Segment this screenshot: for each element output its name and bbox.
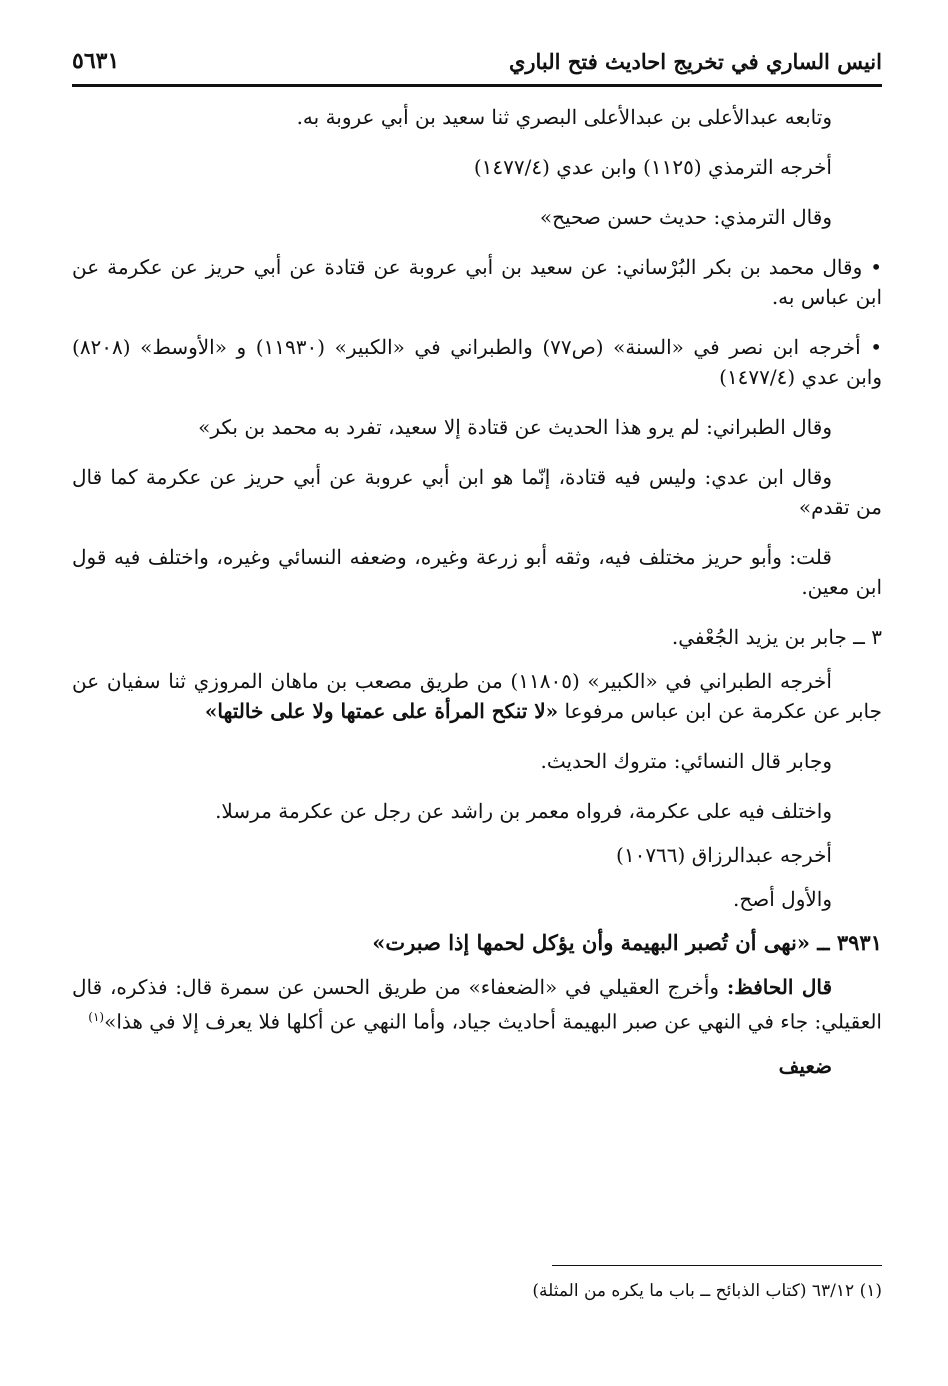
paragraph-7: وقال ابن عدي: وليس فيه قتادة، إنّما هو ابن أبي عروبة عن أبي حريز عن عكرمة كما قال من تقدم» [72,465,882,519]
paragraph-1: وتابعه عبدالأعلى بن عبدالأعلى البصري ثنا سعيد بن أبي عروبة به. [296,105,832,129]
paragraph-9: ٣ ــ جابر بن يزيد الجُعْفي. [671,625,882,649]
running-header [72,40,882,82]
footnote-marker[interactable]: (١) [88,1010,105,1024]
paragraph-10-text: أخرجه الطبراني في «الكبير» (١١٨٠٥) من طريق مصعب بن ماهان المروزي ثنا سفيان عن جابر عن عكرمة عن ابن عباس مرفوعا [72,669,882,723]
footnote-rule [552,1265,882,1266]
paragraph-13: أخرجه عبدالرزاق (١٠٧٦٦) [616,843,832,867]
verdict: ضعيف [778,1053,832,1078]
paragraph-6: وقال الطبراني: لم يرو هذا الحديث عن قتادة إلا سعيد، تفرد به محمد بن بكر» [198,415,832,439]
paragraph-15 [72,972,882,1037]
hafiz-label: قال الحافظ: [726,975,832,999]
paragraph-5: • أخرجه ابن نصر في «السنة» (ص٧٧) والطبراني في «الكبير» (١١٩٣٠) و «الأوسط» (٨٢٠٨) وابن عدي (١٤٧٧/٤) [72,335,882,389]
page-body [72,102,882,1101]
page-number: ٥٦٣١ [72,48,120,74]
paragraph-12: واختلف فيه على عكرمة، فرواه معمر بن راشد عن رجل عن عكرمة مرسلا. [215,799,832,823]
paragraph-14: والأول أصح. [733,887,832,911]
section-heading: ٣٩٣١ ــ «نهى أن تُصبر البهيمة وأن يؤكل لحمها إذا صبرت» [372,930,882,955]
hadith-quote: «لا تنكح المرأة على عمتها ولا على خالتها» [204,699,559,723]
footnote: (١) ٦٣/١٢ (كتاب الذبائح ــ باب ما يكره من المثلة) [532,1281,882,1301]
paragraph-4: • وقال محمد بن بكر البُرْساني: عن سعيد بن أبي عروبة عن قتادة عن أبي حريز عن عكرمة عن ابن عباس به. [72,255,882,309]
header-rule [72,84,882,87]
book-title: انيس الساري في تخريج احاديث فتح الباري [508,48,882,74]
paragraph-11: وجابر قال النسائي: متروك الحديث. [540,749,832,773]
paragraph-3: وقال الترمذي: حديث حسن صحيح» [539,205,832,229]
paragraph-15-text: وأخرج العقيلي في «الضعفاء» من طريق الحسن عن سمرة قال: فذكره، قال العقيلي: جاء في النهي عن صبر البهيمة أحاديث جياد، وأما النهي عن أكلها فلا يعرف إلا في هذا» [72,975,882,1034]
paragraph-8: قلت: وأبو حريز مختلف فيه، وثقه أبو زرعة وغيره، وضعفه النسائي وغيره، واختلف فيه قول ابن معين. [72,545,882,599]
paragraph-10 [72,666,882,726]
paragraph-2: أخرجه الترمذي (١١٢٥) وابن عدي (١٤٧٧/٤) [473,155,832,179]
